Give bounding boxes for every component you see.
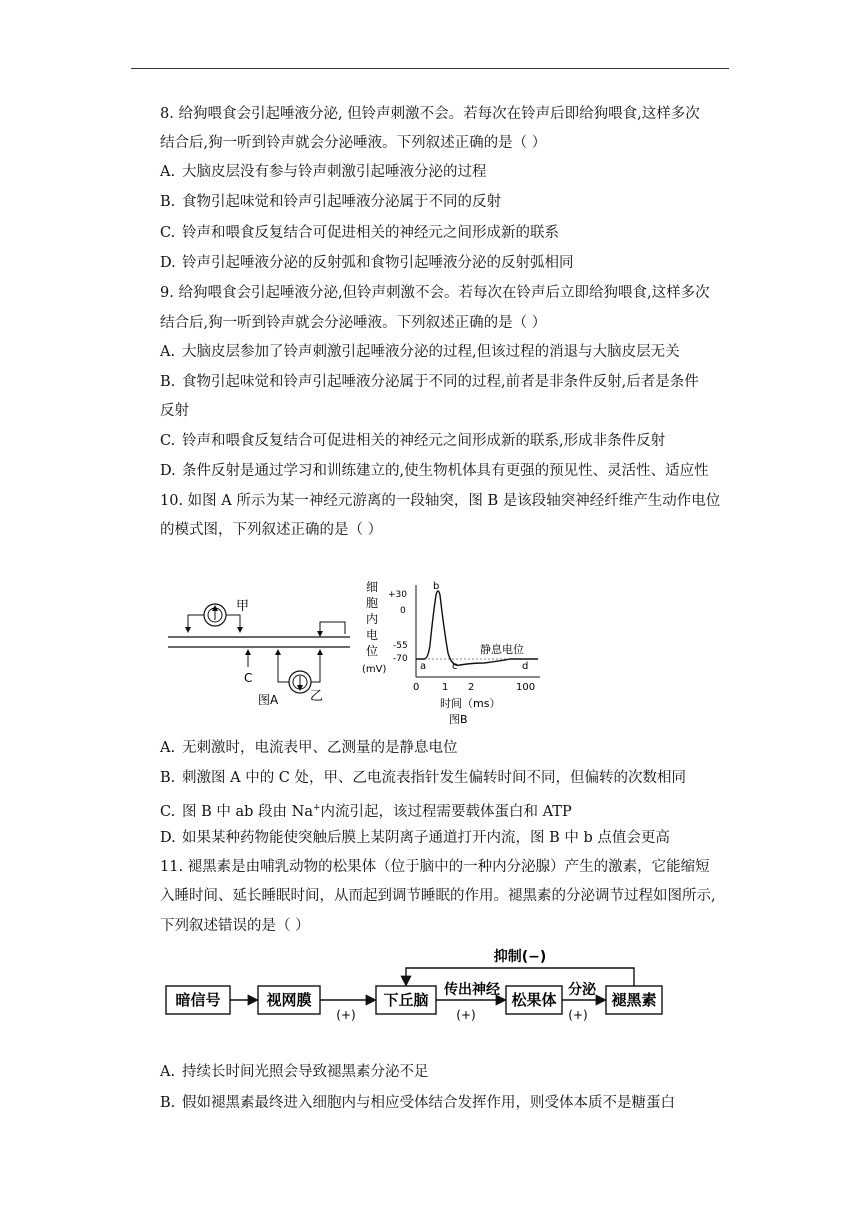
q8-stem-line2: 结合后,狗一听到铃声就会分泌唾液。下列叙述正确的是（ ） <box>160 135 547 151</box>
yunit: (mV) <box>362 664 387 675</box>
q8-option-c <box>160 223 559 243</box>
q9-option-a <box>160 342 680 362</box>
option-text: 持续长时间光照会导致褪黑素分泌不足 <box>182 1064 429 1080</box>
superscript-plus: + <box>312 803 321 813</box>
option-text: 食物引起味觉和铃声引起唾液分泌属于不同的过程,前者是非条件反射,后者是条件 <box>182 374 699 390</box>
option-letter: D. <box>160 463 176 479</box>
q9-option-b <box>160 372 699 392</box>
ytick-label: -55 <box>393 641 408 651</box>
edge-label: (+) <box>456 1008 476 1022</box>
q9-option-b-cont <box>160 401 189 421</box>
ammeter-yi <box>278 652 320 693</box>
option-text: 铃声和喂食反复结合可促进相关的神经元之间形成新的联系 <box>182 225 559 241</box>
option-text: 铃声引起唾液分泌的反射弧和食物引起唾液分泌的反射弧相同 <box>182 255 574 271</box>
option-letter: A. <box>160 344 176 360</box>
q9-option-d <box>160 461 709 481</box>
node-hypothalamus: 下丘脑 <box>383 991 429 1009</box>
point-a: a <box>420 661 427 672</box>
figure-b-xticks <box>413 682 535 693</box>
q8-option-a <box>160 162 487 182</box>
option-letter: C. <box>160 433 176 449</box>
ammeter-jia <box>188 604 240 630</box>
edge-label: 传出神经 <box>444 982 500 998</box>
label-yi: 乙 <box>310 689 324 704</box>
figure-b-caption: 图B <box>449 713 468 726</box>
option-text: 食物引起味觉和铃声引起唾液分泌属于不同的反射 <box>182 194 501 210</box>
q10-stem-line2: 的模式图，下列叙述正确的是（ ） <box>160 522 383 538</box>
option-text-post: 内流引起，该过程需要载体蛋白和 ATP <box>320 803 572 820</box>
q10-option-d <box>160 828 670 848</box>
xtick-label: 0 <box>413 682 420 693</box>
point-d: d <box>522 661 529 672</box>
xtick-label: 1 <box>442 682 449 693</box>
melatonin-flow-diagram <box>160 944 680 1026</box>
option-letter: C. <box>160 225 176 241</box>
rest-potential-label: 静息电位 <box>480 643 524 656</box>
ytick-label: +30 <box>388 590 407 600</box>
figure-b-action-potential <box>360 575 550 730</box>
q10-option-b <box>160 768 686 788</box>
ylabel-char: 内 <box>366 612 379 626</box>
q8-stem-line1: 8. 给狗喂食会引起唾液分泌, 但铃声刺激不会。若每次在铃声后即给狗喂食,这样多次 <box>160 106 700 122</box>
ylabel-char: 胞 <box>366 596 379 610</box>
probe-wire <box>320 622 345 634</box>
node-dark-signal: 暗信号 <box>175 991 221 1009</box>
q11-option-b <box>160 1093 675 1113</box>
figure-b-ylabel <box>362 580 386 675</box>
option-text-pre: 图 B 中 ab 段由 Na <box>182 803 313 820</box>
ytick-label: -70 <box>393 654 408 664</box>
option-text: 条件反射是通过学习和训练建立的,使生物机体具有更强的预见性、灵活性、适应性 <box>182 463 709 479</box>
node-melatonin: 褪黑素 <box>611 991 657 1009</box>
q10-stem-line1: 10. 如图 A 所示为某一神经元游离的一段轴突，图 B 是该段轴突神经纤维产生动作电位 <box>160 493 721 509</box>
figure-b-xlabel: 时间（ms） <box>440 697 501 710</box>
edge-label: 分泌 <box>568 982 596 998</box>
option-text: 大脑皮层参加了铃声刺激引起唾液分泌的过程,但该过程的消退与大脑皮层无关 <box>182 344 680 360</box>
option-text: 铃声和喂食反复结合可促进相关的神经元之间形成新的联系,形成非条件反射 <box>182 433 666 449</box>
ylabel-char: 电 <box>366 628 379 642</box>
q11-option-a <box>160 1062 429 1082</box>
q11-stem-line1: 11. 褪黑素是由哺乳动物的松果体（位于脑中的一种内分泌腺）产生的激素，它能缩短 <box>160 859 710 875</box>
node-pineal: 松果体 <box>511 991 557 1009</box>
option-text: 刺激图 A 中的 C 处，甲、乙电流表指针发生偏转时间不同，但偏转的次数相同 <box>182 770 686 786</box>
q11-stem-line2: 入睡时间、延长睡眠时间，从而起到调节睡眠的作用。褪黑素的分泌调节过程如图所示, <box>160 888 716 904</box>
option-letter: D. <box>160 255 176 271</box>
edge-label: (+) <box>336 1008 356 1022</box>
option-letter: C. <box>160 803 176 820</box>
feedback-label: 抑制(−) <box>493 949 547 965</box>
q10-option-c <box>160 798 572 822</box>
q9-stem-line2: 结合后,狗一听到铃声就会分泌唾液。下列叙述正确的是（ ） <box>160 315 547 331</box>
ylabel-char: 位 <box>366 644 379 658</box>
option-text: 假如褪黑素最终进入细胞内与相应受体结合发挥作用，则受体本质不是糖蛋白 <box>182 1095 675 1111</box>
q8-option-d <box>160 253 574 273</box>
label-jia: 甲 <box>236 599 250 614</box>
figure-a-caption: 图A <box>258 693 279 707</box>
q9-option-c <box>160 431 665 451</box>
node-retina: 视网膜 <box>266 991 312 1009</box>
xtick-label: 2 <box>468 682 475 693</box>
option-letter: B. <box>160 374 176 390</box>
point-c: c <box>452 661 458 672</box>
label-c: C <box>244 671 253 685</box>
q11-stem-line3: 下列叙述错误的是（ ） <box>160 918 310 934</box>
figure-b-yticks <box>388 590 408 664</box>
ylabel-char: 细 <box>366 580 379 594</box>
option-letter: A. <box>160 740 176 756</box>
figure-a-axon <box>160 592 360 712</box>
option-letter: B. <box>160 770 176 786</box>
option-text: 反射 <box>160 403 189 419</box>
option-letter: B. <box>160 194 176 210</box>
option-text: 无刺激时，电流表甲、乙测量的是静息电位 <box>182 740 458 756</box>
option-letter: A. <box>160 1064 176 1080</box>
option-letter: B. <box>160 1095 176 1111</box>
q9-stem-line1: 9. 给狗喂食会引起唾液分泌,但铃声刺激不会。若每次在铃声后立即给狗喂食,这样多次 <box>160 285 710 301</box>
edge-label: (+) <box>568 1008 588 1022</box>
ytick-label: 0 <box>400 606 406 616</box>
option-text: 大脑皮层没有参与铃声刺激引起唾液分泌的过程 <box>182 164 487 180</box>
option-text: 如果某种药物能使突触后膜上某阴离子通道打开内流，图 B 中 b 点值会更高 <box>182 830 670 846</box>
option-letter: D. <box>160 830 176 846</box>
point-b: b <box>433 581 440 592</box>
header-rule <box>131 68 729 69</box>
xtick-label: 100 <box>516 682 536 693</box>
q10-option-a <box>160 738 458 758</box>
axon-membrane <box>168 637 350 647</box>
option-letter: A. <box>160 164 176 180</box>
q8-option-b <box>160 192 501 212</box>
